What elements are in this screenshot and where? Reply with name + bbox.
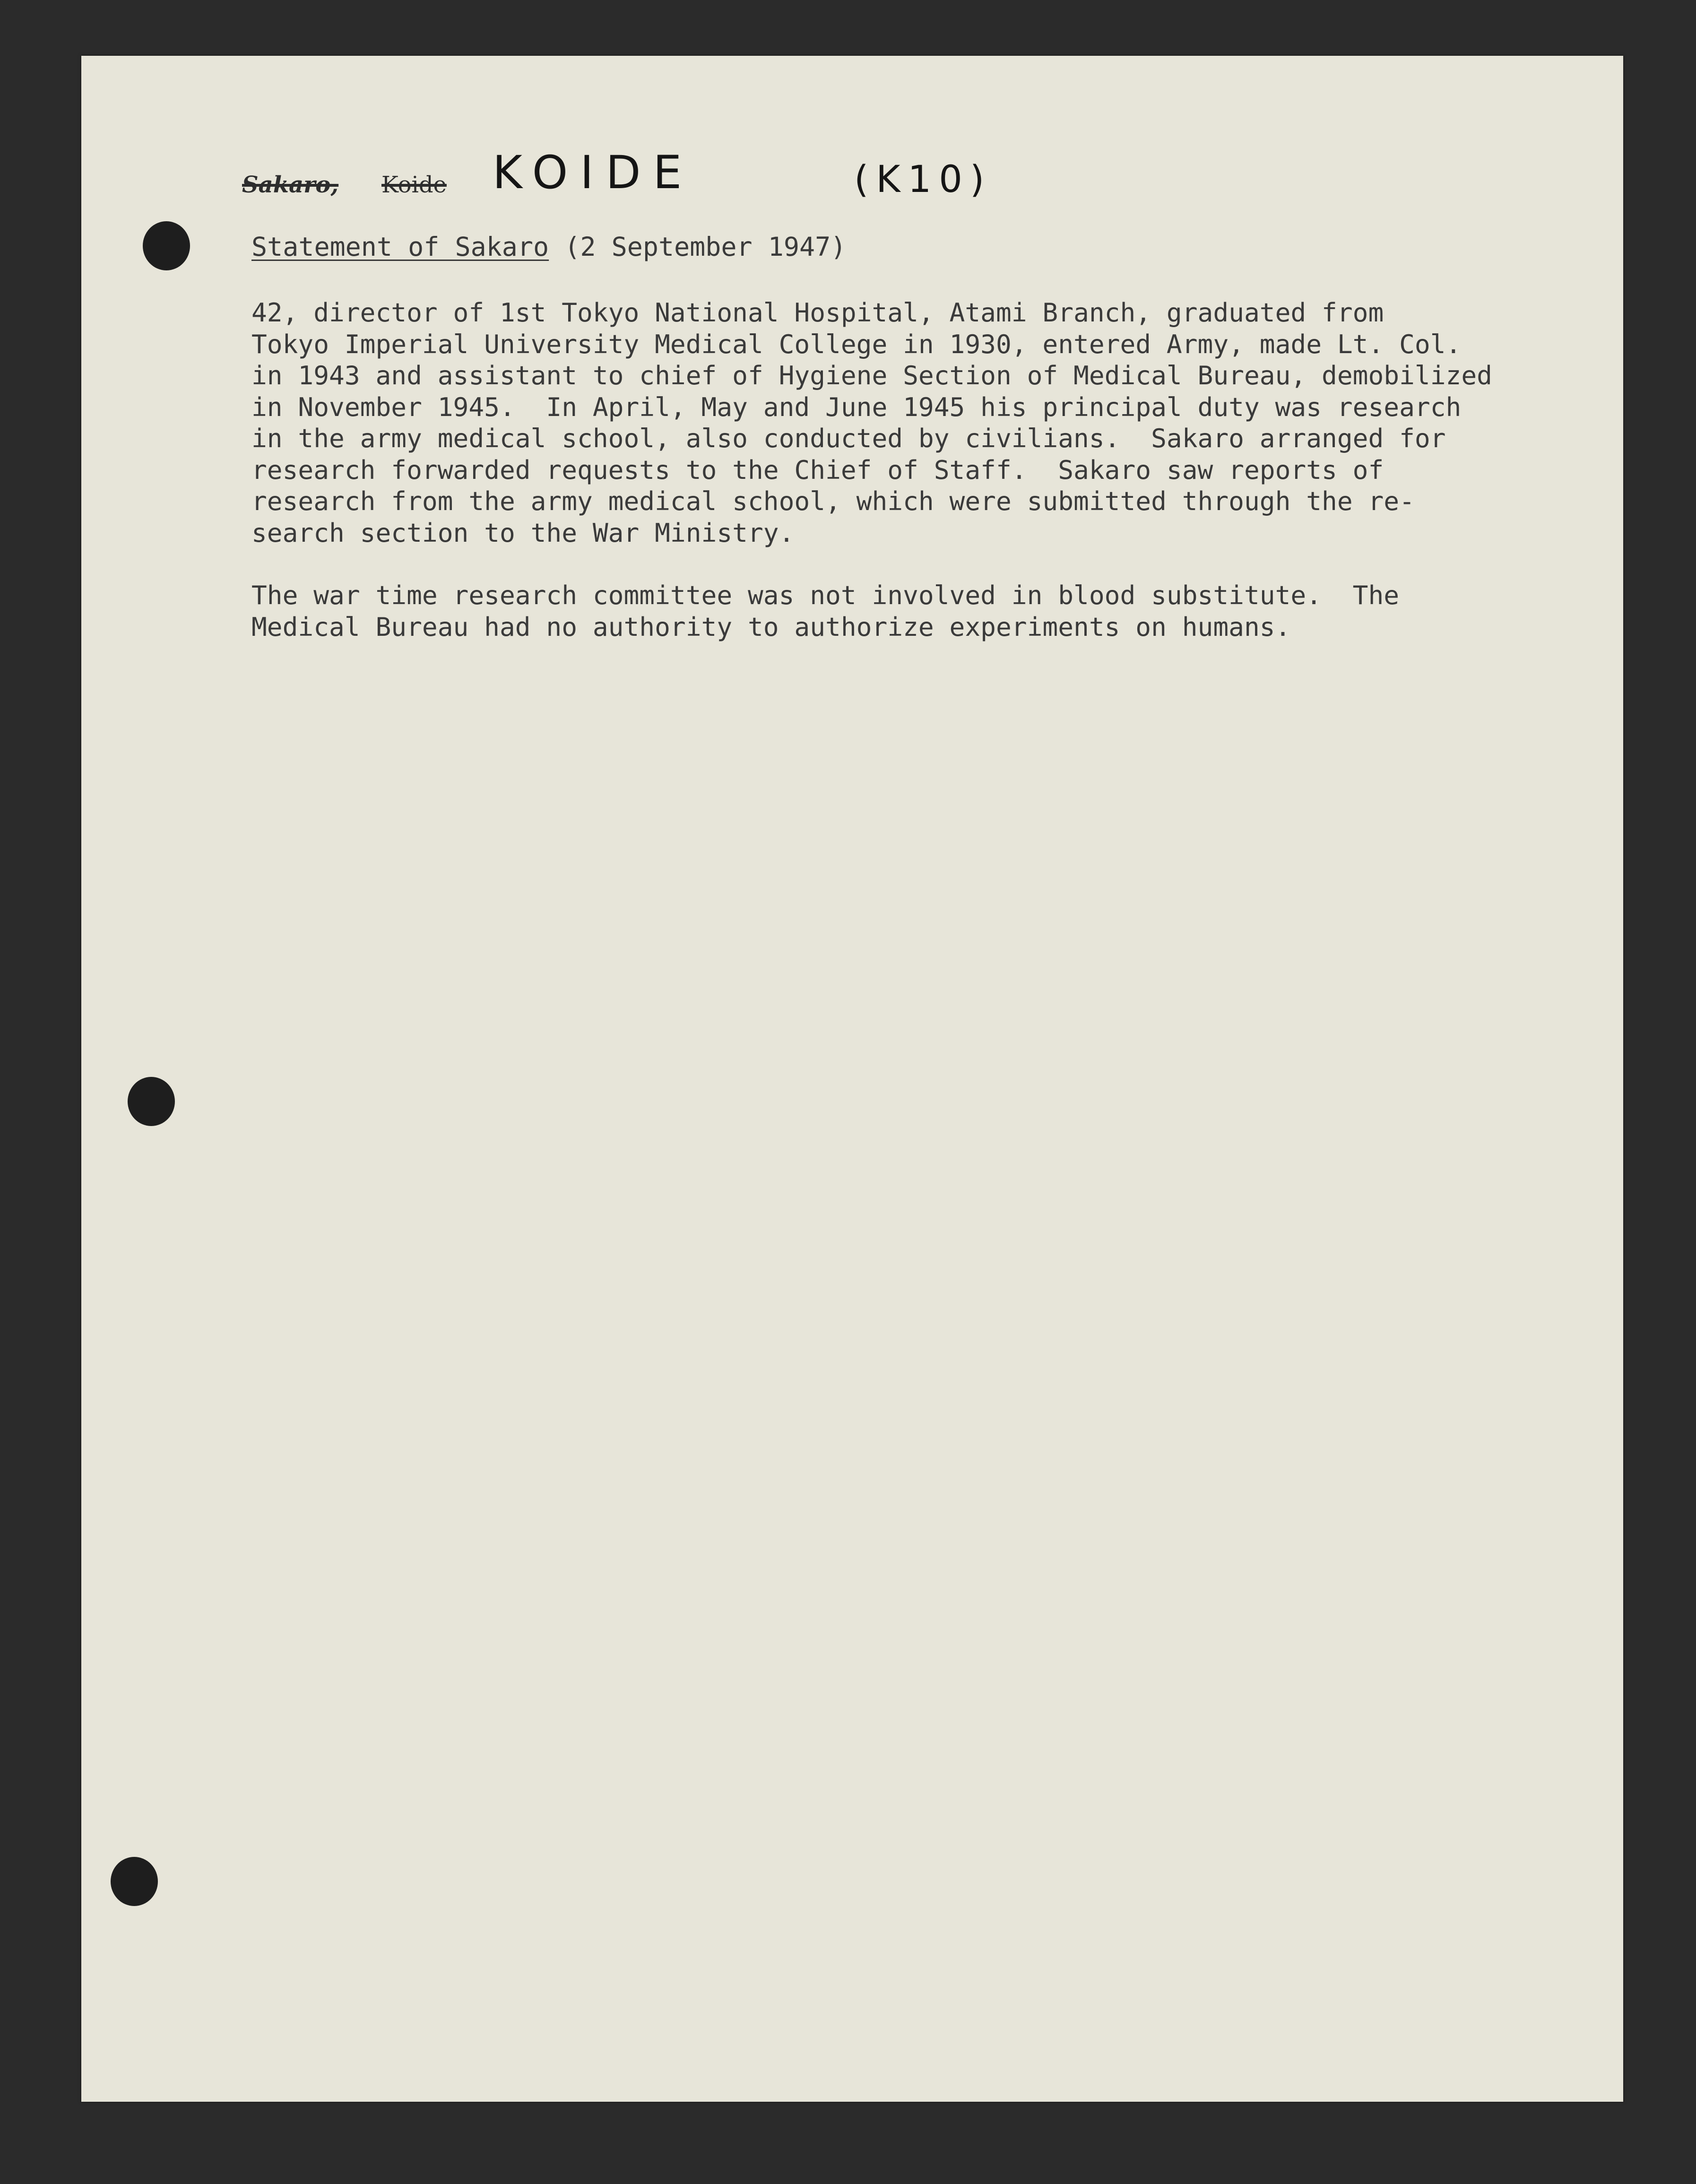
punch-hole: [128, 1077, 175, 1126]
struck-name-sakaro: Sakaro,: [242, 172, 339, 198]
text-line: in the army medical school, also conducted by civilians. Sakaro arranged for: [251, 423, 1446, 453]
title-date: (2 September 1947): [549, 232, 847, 262]
text-line: Tokyo Imperial University Medical College in 1930, entered Army, made Lt. Col.: [251, 329, 1462, 359]
text-line: Medical Bureau had no authority to authorize experiments on humans.: [251, 611, 1291, 642]
text-line: in 1943 and assistant to chief of Hygiene Section of Medical Bureau, demobilized: [251, 360, 1492, 390]
punch-hole: [111, 1857, 158, 1906]
document-title: [251, 232, 846, 262]
handwritten-header: [242, 146, 1093, 219]
text-line: search section to the War Ministry.: [251, 517, 795, 548]
struck-name-koide: Koide: [381, 172, 447, 198]
text-line: research forwarded requests to the Chief of Staff. Sakaro saw reports of: [251, 454, 1384, 485]
text-line: research from the army medical school, which were submitted through the re-: [251, 486, 1415, 516]
handwritten-code: (K10): [854, 158, 992, 201]
paragraph-biography: [251, 297, 1492, 548]
title-underlined: Statement of Sakaro: [251, 232, 549, 262]
text-line: 42, director of 1st Tokyo National Hospital, Atami Branch, graduated from: [251, 297, 1384, 328]
text-line: The war time research committee was not involved in blood substitute. The: [251, 580, 1400, 610]
text-line: in November 1945. In April, May and June 1945 his principal duty was research: [251, 391, 1462, 422]
paragraph-committee: [251, 580, 1399, 642]
handwritten-name: KOIDE: [493, 146, 694, 199]
document-page: [81, 56, 1623, 2102]
punch-hole: [143, 221, 190, 270]
